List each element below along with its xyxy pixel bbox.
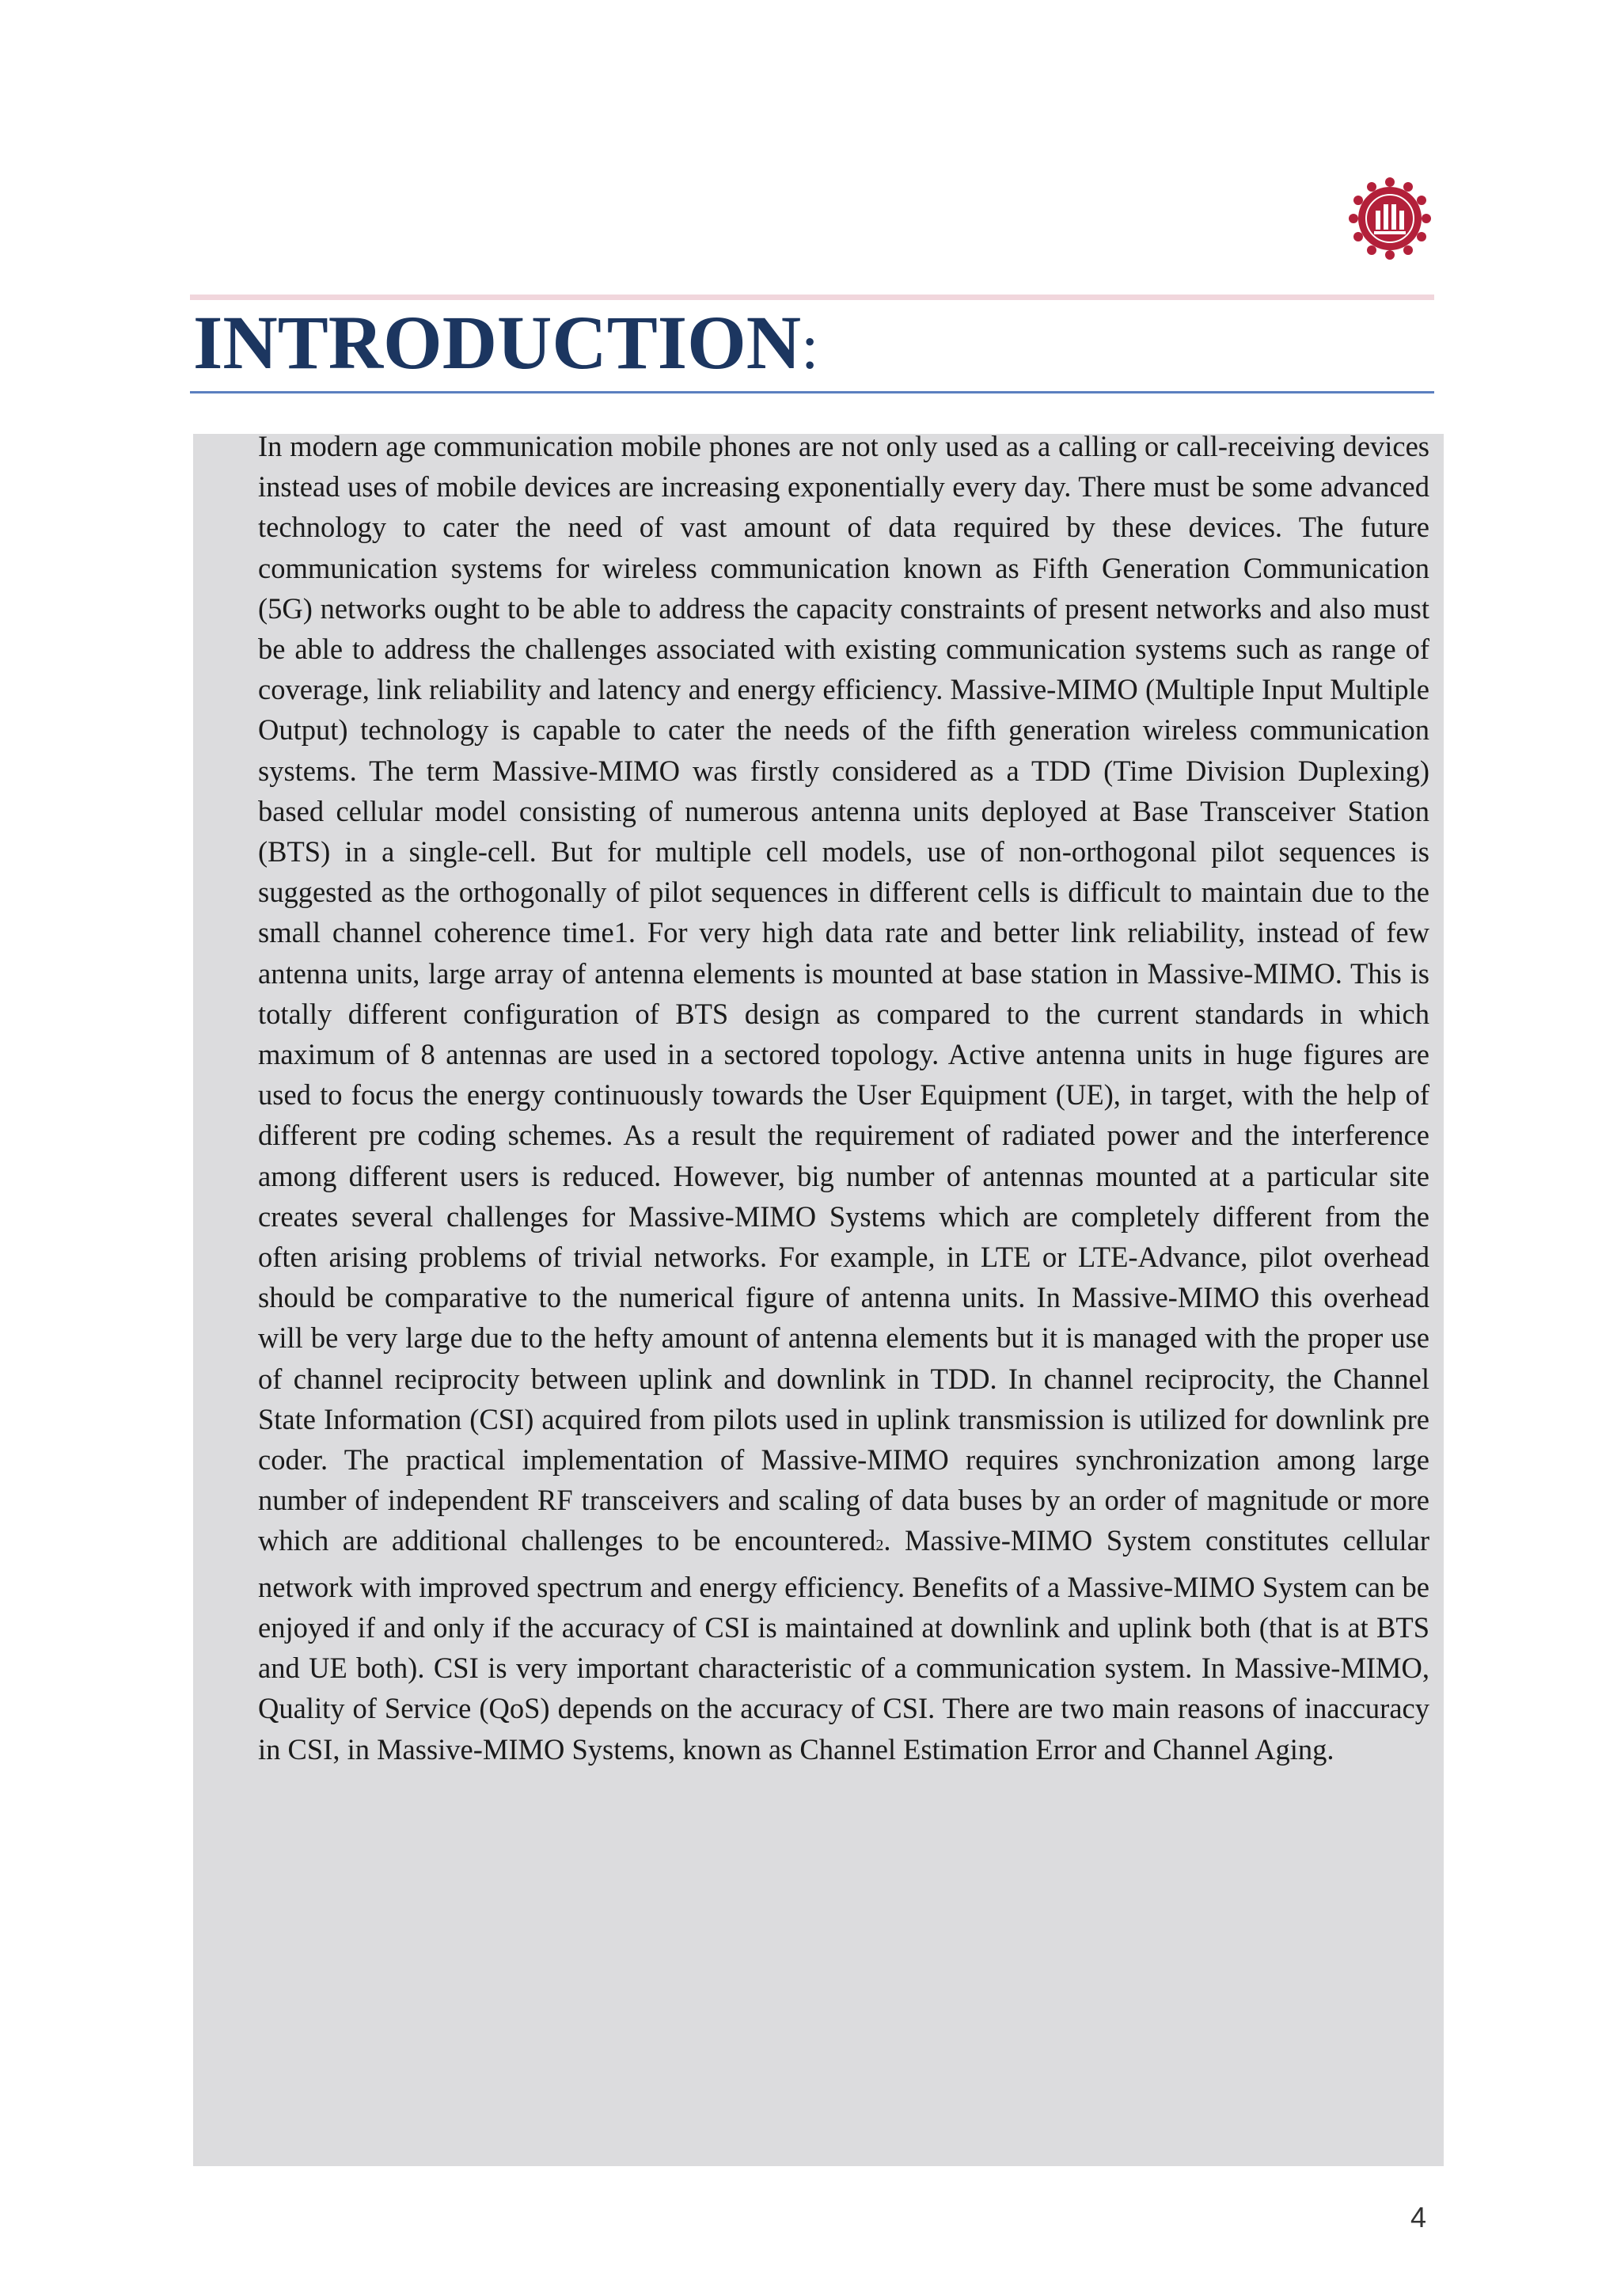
page-title-text: INTRODUCTION bbox=[193, 300, 802, 385]
page-number: 4 bbox=[1410, 2201, 1427, 2233]
title-underline bbox=[190, 391, 1434, 393]
paragraph-text-part2: . Massive-MIMO System constitutes cellular network with improved spectrum and energy efficiency. Benefits of a Massive-MIMO System can be enjoyed if and only if the accuracy of CSI is maintained at downlink and uplink both (that is at BTS and UE both). CSI is very important characteristic of a communication system. In Massive-MIMO, Quality of Service (QoS) depends on the accuracy of CSI. There are two main reasons of inaccuracy in CSI, in Massive-MIMO Systems, known as Channel Estimation Error and Channel Aging. bbox=[258, 1524, 1429, 1766]
paragraph-text-part1: In modern age communication mobile phones are not only used as a calling or call-receiving devices instead uses of mobile devices are increasing exponentially every day. There must be some advanced technology to cater the need of vast amount of data required by these devices. The future communication systems for wireless communication known as Fifth Generation Communication (5G) networks ought to be able to address the capacity constraints of present networks and also must be able to address the challenges associated with existing communication systems such as range of coverage, link reliability and latency and energy efficiency. Massive-MIMO (Multiple Input Multiple Output) technology is capable to cater the needs of the fifth generation wireless communication systems. The term Massive-MIMO was firstly considered as a TDD (Time Division Duplexing) based cellular model consisting of numerous antenna units deployed at Base Transceiver Station (BTS) in a single-cell. But for multiple cell models, use of non-orthogonal pilot sequences is suggested as the orthogonally of pilot sequences in different cells is difficult to maintain due to the small channel coherence time1. For very high data rate and better link reliability, instead of few antenna units, large array of antenna elements is mounted at base station in Massive-MIMO. This is totally different configuration of BTS design as compared to the current standards in which maximum of 8 antennas are used in a sectored topology. Active antenna units in huge figures are used to focus the energy continuously towards the User Equipment (UE), in target, with the help of different pre coding schemes. As a result the requirement of radiated power and the interference among different users is reduced. However, big number of antennas mounted at a particular site creates several challenges for Massive-MIMO Systems which are completely different from the often arising problems of trivial networks. For example, in LTE or LTE-Advance, pilot overhead should be comparative to the numerical figure of antenna units. In Massive-MIMO this overhead will be very large due to the hefty amount of antenna elements but it is managed with the proper use of channel reciprocity between uplink and downlink in TDD. In channel reciprocity, the Channel State Information (CSI) acquired from pilots used in uplink transmission is utilized for downlink pre coder. The practical implementation of Massive-MIMO requires synchronization among large number of independent RF transceivers and scaling of data buses by an order of magnitude or more which are additional challenges to be encountered bbox=[258, 430, 1429, 1557]
page-title bbox=[193, 299, 818, 391]
page-title-colon: : bbox=[801, 313, 819, 382]
introduction-paragraph bbox=[258, 426, 1429, 1770]
citation-marker: 2 bbox=[875, 1537, 884, 1555]
university-seal-icon bbox=[1349, 176, 1431, 261]
